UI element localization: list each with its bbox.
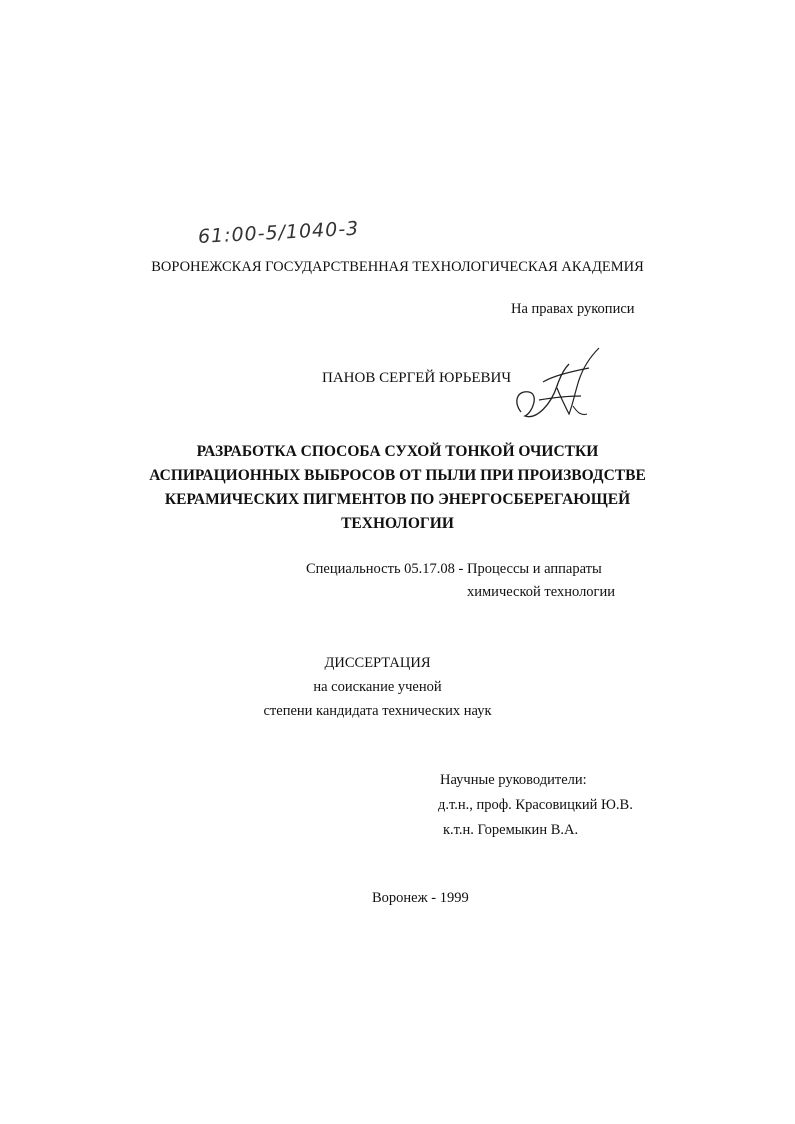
degree-line-3: степени кандидата технических наук [263,703,492,719]
thesis-title-line: АСПИРАЦИОННЫХ ВЫБРОСОВ ОТ ПЫЛИ ПРИ ПРОИЗВОДСТВЕ [149,467,646,484]
author-signature-icon [503,342,613,432]
thesis-title [0,440,795,536]
supervisors-heading: Научные руководители: [440,772,587,788]
city-year: Воронеж - 1999 [372,890,469,906]
author-name: ПАНОВ СЕРГЕЙ ЮРЬЕВИЧ [322,370,512,386]
degree-type: ДИССЕРТАЦИЯ [324,655,431,671]
thesis-title-line: РАЗРАБОТКА СПОСОБА СУХОЙ ТОНКОЙ ОЧИСТКИ [196,443,599,460]
supervisor-1: д.т.н., проф. Красовицкий Ю.В. [438,797,633,813]
specialty-line-2: химической технологии [467,584,616,600]
supervisor-2: к.т.н. Горемыкин В.А. [443,822,579,838]
institution-name: ВОРОНЕЖСКАЯ ГОСУДАРСТВЕННАЯ ТЕХНОЛОГИЧЕСКАЯ АКАДЕМИЯ [151,259,644,275]
rights-note: На правах рукописи [511,301,635,317]
specialty-line-1: Специальность 05.17.08 - Процессы и аппараты [306,561,602,577]
archive-code-handwritten: 61:00-5/1040-3 [197,217,360,248]
degree-line-2: на соискание ученой [313,679,442,695]
thesis-title-line: ТЕХНОЛОГИИ [341,515,454,532]
thesis-title-line: КЕРАМИЧЕСКИХ ПИГМЕНТОВ ПО ЭНЕРГОСБЕРЕГАЮЩЕЙ [164,491,631,508]
